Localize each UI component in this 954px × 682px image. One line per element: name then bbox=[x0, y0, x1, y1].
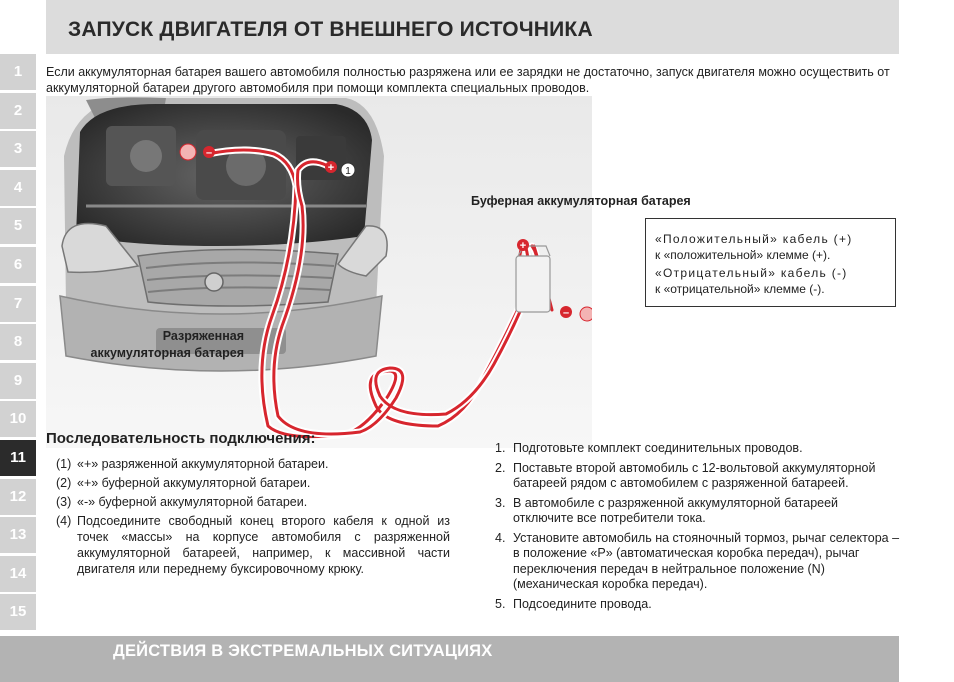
step-item bbox=[495, 461, 901, 492]
sequence-title: Последовательность подключения: bbox=[46, 430, 316, 447]
plus-sign-buffer: + bbox=[519, 240, 527, 252]
sequence-item bbox=[56, 494, 450, 510]
sequence-item-text: «+» буферной аккумуляторной батареи. bbox=[77, 476, 311, 490]
clamp-marker-negative-car bbox=[180, 144, 196, 160]
legend-negative-line2: к «отрицательной» клемме (-). bbox=[655, 282, 825, 296]
discharged-label-line1: Разряженная bbox=[162, 329, 244, 343]
step-item bbox=[495, 597, 901, 613]
step-number: 1. bbox=[495, 441, 506, 455]
step-text: Поставьте второй автомобиль с 12-вольтовой аккумуляторной батареей рядом с автомобилем с разряженной батареей. bbox=[513, 460, 876, 490]
chapter-tab-4[interactable]: 4 bbox=[0, 170, 36, 206]
chapter-tab-10[interactable]: 10 bbox=[0, 401, 36, 437]
chapter-tab-3[interactable]: 3 bbox=[0, 131, 36, 167]
chapter-tab-7[interactable]: 7 bbox=[0, 286, 36, 322]
chapter-tab-11[interactable]: 11 bbox=[0, 440, 36, 476]
plus-sign: + bbox=[327, 162, 335, 174]
marker-one-label: 1 bbox=[345, 166, 351, 177]
step-number: 2. bbox=[495, 460, 506, 475]
step-number: 4. bbox=[495, 530, 506, 545]
clamp-marker-negative-buffer bbox=[580, 307, 592, 321]
footer-title: ДЕЙСТВИЯ В ЭКСТРЕМАЛЬНЫХ СИТУАЦИЯХ bbox=[113, 642, 493, 660]
step-item bbox=[495, 441, 901, 457]
sequence-list bbox=[56, 456, 450, 580]
chapter-tab-8[interactable]: 8 bbox=[0, 324, 36, 360]
chapter-tab-9[interactable]: 9 bbox=[0, 363, 36, 399]
sequence-item-number: (4) bbox=[56, 514, 72, 528]
sequence-item-number: (3) bbox=[56, 495, 72, 509]
chapter-tab-15[interactable]: 15 bbox=[0, 594, 36, 630]
sequence-item bbox=[56, 513, 450, 577]
buffer-battery-label: Буферная аккумуляторная батарея bbox=[471, 194, 691, 208]
sequence-item-text: Подсоедините свободный конец второго кабеля к одной из точек «массы» на корпусе автомобиля с разряженной аккумуляторной батареей, например, к массивной части двигателя или переднему буксировочному крюку. bbox=[77, 514, 450, 576]
legend-negative-line1: «Отрицательный» кабель (-) bbox=[655, 266, 848, 280]
step-item bbox=[495, 531, 901, 593]
chapter-tab-12[interactable]: 12 bbox=[0, 479, 36, 515]
car-logo bbox=[205, 273, 223, 291]
step-number: 5. bbox=[495, 596, 506, 611]
minus-sign: – bbox=[205, 147, 213, 159]
step-number: 3. bbox=[495, 495, 506, 510]
minus-sign-buffer: – bbox=[562, 307, 570, 319]
step-text: Установите автомобиль на стояночный тормоз, рычаг селектора – в положение «P» (автоматическая коробка передач), рычаг переключения передач в нейтральное положение (N) (механическая коробка передач). bbox=[513, 530, 900, 591]
buffer-battery bbox=[516, 246, 550, 312]
chapter-tab-5[interactable]: 5 bbox=[0, 208, 36, 244]
chapter-tab-6[interactable]: 6 bbox=[0, 247, 36, 283]
sequence-item-text: «+» разряженной аккумуляторной батареи. bbox=[77, 457, 329, 471]
step-text: Подготовьте комплект соединительных проводов. bbox=[513, 441, 803, 455]
preparation-steps bbox=[495, 441, 901, 616]
chapter-tab-2[interactable]: 2 bbox=[0, 93, 36, 129]
section-footer bbox=[0, 636, 899, 682]
intro-paragraph: Если аккумуляторная батарея вашего автомобиля полностью разряжена или ее зарядки не достаточно, запуск двигателя можно осуществить от аккумуляторной батареи другого автомобиля при помощи комплекта специальных проводов. bbox=[46, 65, 890, 95]
sequence-item-number: (1) bbox=[56, 457, 72, 471]
cable-legend bbox=[645, 218, 896, 307]
step-text: В автомобиле с разряженной аккумуляторной батареей отключите все потребители тока. bbox=[513, 495, 839, 525]
page-header bbox=[46, 0, 899, 54]
discharged-label-line2: аккумуляторная батарея bbox=[90, 346, 244, 360]
sequence-item bbox=[56, 475, 450, 491]
chapter-tab-14[interactable]: 14 bbox=[0, 556, 36, 592]
legend-positive-line1: «Положительный» кабель (+) bbox=[655, 232, 853, 246]
legend-positive-line2: к «положительной» клемме (+). bbox=[655, 248, 831, 262]
jump-start-illustration bbox=[46, 96, 592, 448]
step-text: Подсоедините провода. bbox=[513, 596, 652, 611]
chapter-tab-1[interactable]: 1 bbox=[0, 54, 36, 90]
discharged-battery-label bbox=[60, 328, 244, 362]
step-item bbox=[495, 496, 901, 527]
sequence-item-number: (2) bbox=[56, 476, 72, 490]
sequence-item-text: «-» буферной аккумуляторной батареи. bbox=[77, 495, 308, 509]
chapter-tab-13[interactable]: 13 bbox=[0, 517, 36, 553]
sequence-item bbox=[56, 456, 450, 472]
page-title: ЗАПУСК ДВИГАТЕЛЯ ОТ ВНЕШНЕГО ИСТОЧНИКА bbox=[68, 18, 593, 41]
discharged-battery bbox=[296, 136, 346, 180]
